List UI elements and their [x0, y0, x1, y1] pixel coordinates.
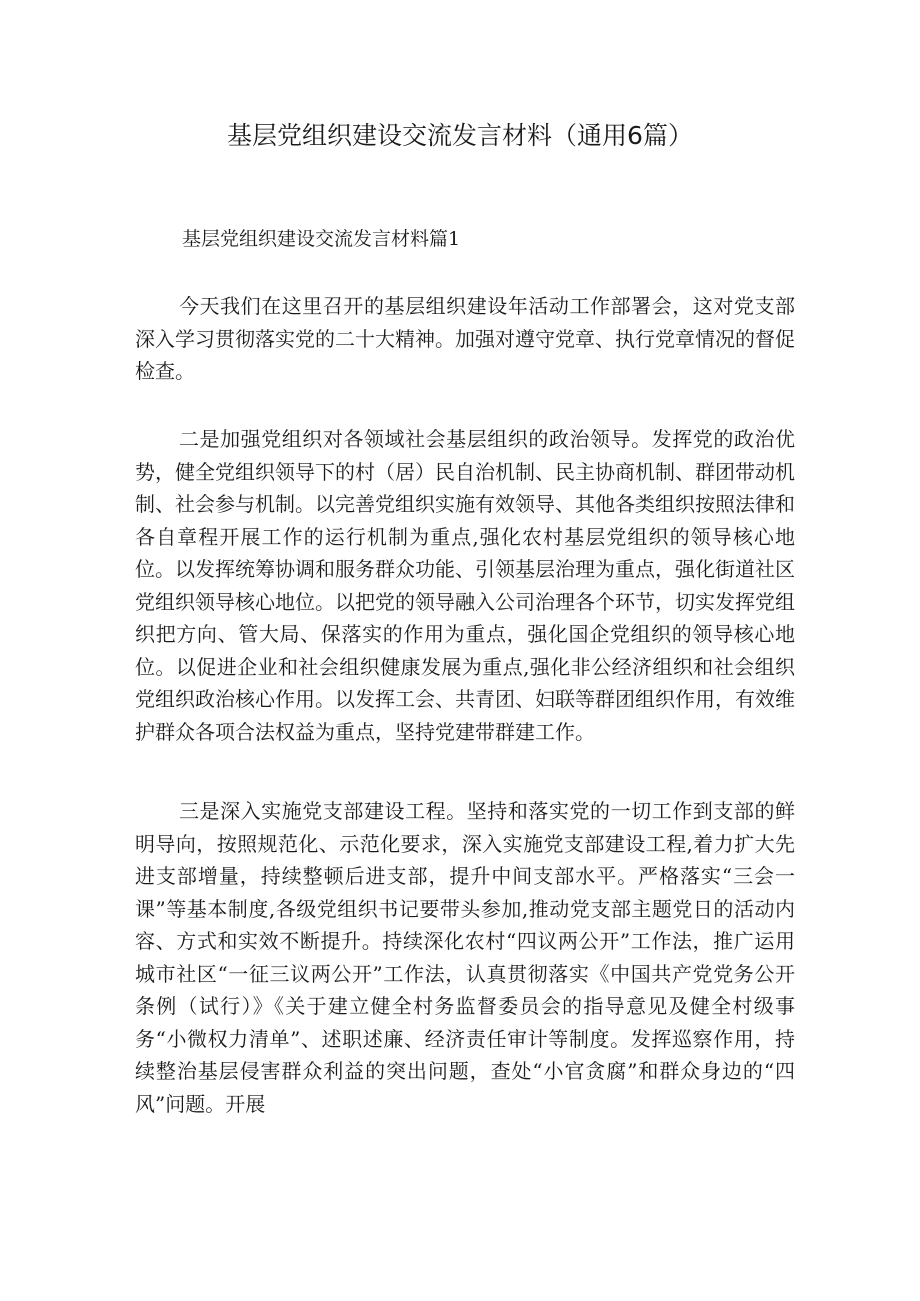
paragraph-1: 今天我们在这里召开的基层组织建设年活动工作部署会，这对党支部深入学习贯彻落实党的二十大精神。加强对遵守党章、执行党章情况的督促检查。 [135, 294, 795, 383]
paragraph-2: 二是加强党组织对各领域社会基层组织的政治领导。发挥党的政治优势，健全党组织领导下的村（居）民自治机制、民主协商机制、群团带动机制、社会参与机制。以完善党组织实施有效领导、其他各类组织按照法律和各自章程开展工作的运行机制为重点,强化农村基层党组织的领导核心地位。以发挥统筹协调和服务群众功能、引领基层治理为重点，强化街道社区党组织领导核心地位。以把党的领导融入公司治理各个环节，切实发挥党组织把方向、管大局、保落实的作用为重点，强化国企党组织的领导核心地位。以促进企业和社会组织健康发展为重点,强化非公经济组织和社会组织党组织政治核心作用。以发挥工会、共青团、妇联等群团组织作用，有效维护群众各项合法权益为重点，坚持党建带群建工作。 [135, 427, 795, 744]
document-title: 基层党组织建设交流发言材料（通用6篇） [227, 121, 693, 150]
paragraph-3: 三是深入实施党支部建设工程。坚持和落实党的一切工作到支部的鲜明导向，按照规范化、示范化要求，深入实施党支部建设工程,着力扩大先进支部增量，持续整顿后进支部，提升中间支部水平。严格落实“三会一课”等基本制度,各级党组织书记要带头参加,推动党支部主题党日的活动内容、方式和实效不断提升。持续深化农村“四议两公开”工作法，推广运用城市社区“一征三议两公开”工作法，认真贯彻落实《中国共产党党务公开条例（试行）》《关于建立健全村务监督委员会的指导意见及健全村级事务“小微权力清单”、述职述廉、经济责任审计等制度。发挥巡察作用，持续整治基层侵害群众利益的突出问题，查处“小官贪腐”和群众身边的“四风”问题。开展 [135, 799, 795, 1116]
section-heading: 基层党组织建设交流发言材料篇1 [182, 228, 461, 250]
